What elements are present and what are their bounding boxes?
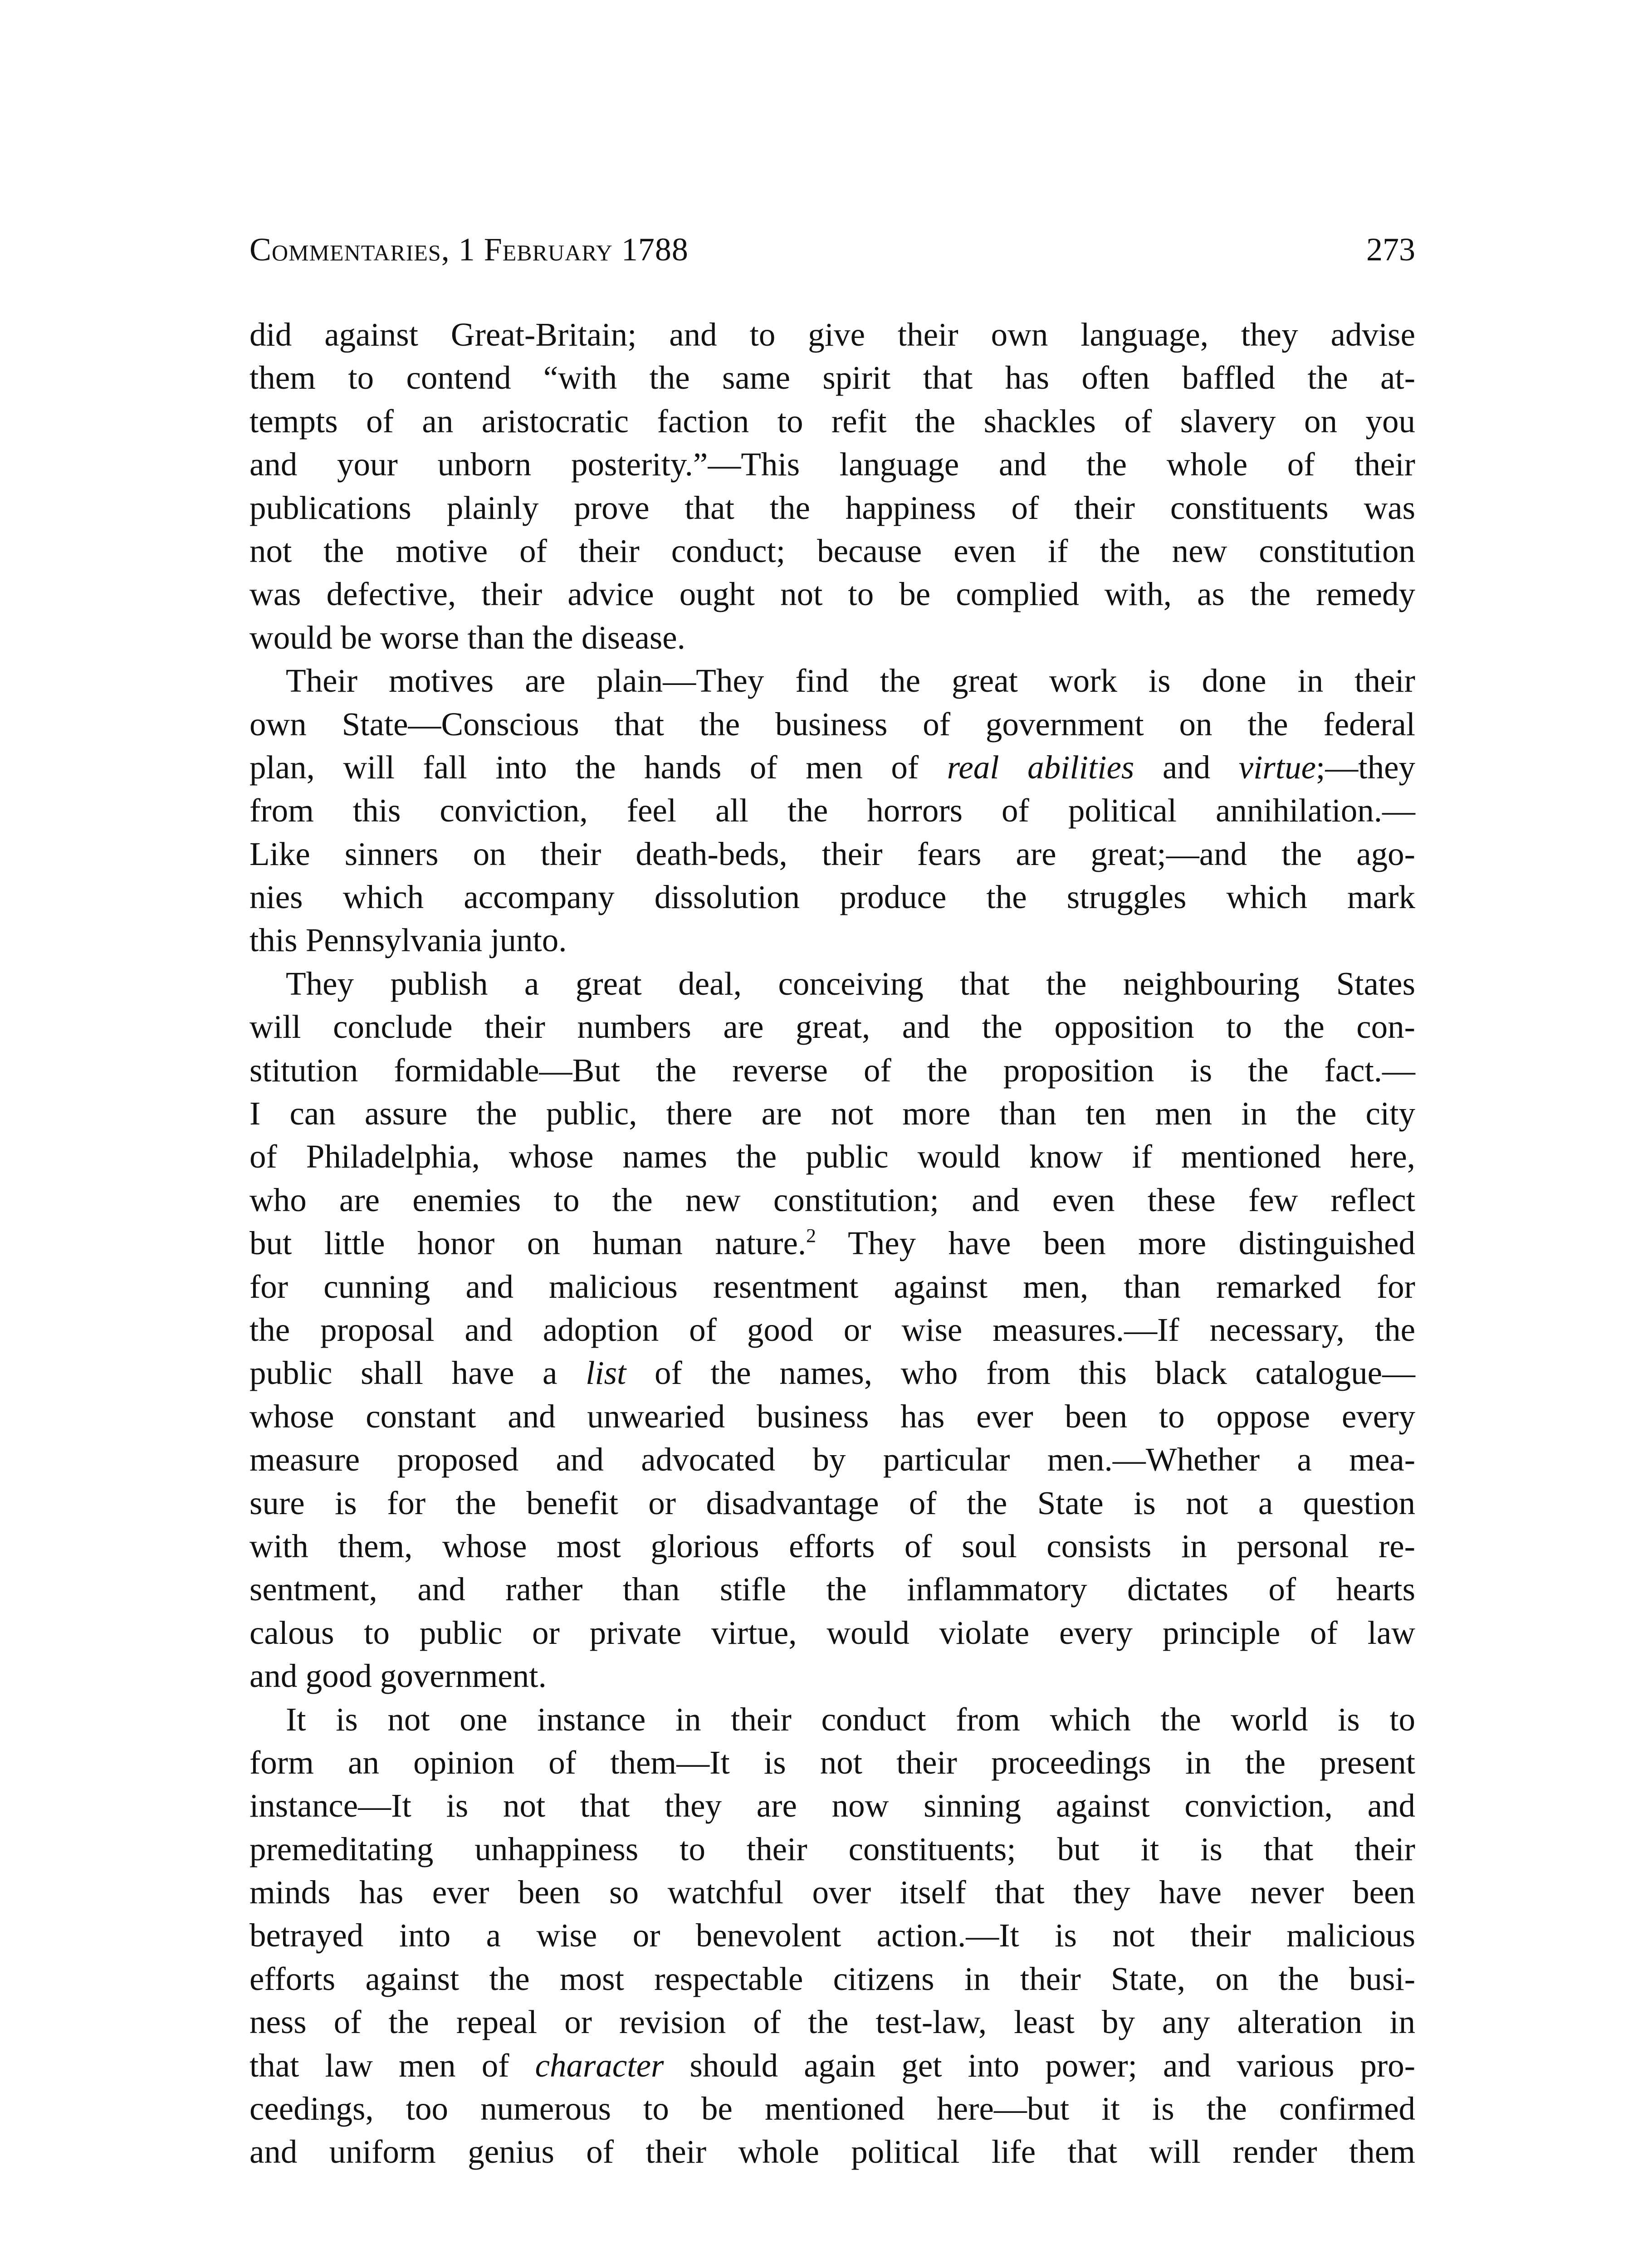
text-line: and good government. bbox=[249, 1657, 547, 1695]
text-line: the proposal and adoption of good or wise measures.—If necessary, the bbox=[249, 1311, 1415, 1348]
text-line bbox=[249, 1351, 1415, 1394]
text-line: would be worse than the disease. bbox=[249, 619, 685, 656]
text-line: own State—Conscious that the business of government on the federal bbox=[249, 705, 1415, 743]
text-line: ness of the repeal or revision of the test-law, least by any alteration in bbox=[249, 2004, 1415, 2041]
text-line: measure proposed and advocated by particular men.—Whether a mea- bbox=[249, 1441, 1415, 1478]
text-line: tempts of an aristocratic faction to refit the shackles of slavery on you bbox=[249, 402, 1415, 440]
footnote-ref: 2 bbox=[806, 1225, 816, 1247]
text-run: but little honor on human nature. bbox=[249, 1225, 807, 1262]
text-run: public shall have a bbox=[249, 1354, 586, 1392]
text-line: did against Great-Britain; and to give their own language, they advise bbox=[249, 316, 1415, 353]
text-line: premeditating unhappiness to their constituents; but it is that their bbox=[249, 1830, 1415, 1867]
text-line: stitution formidable—But the reverse of the proposition is the fact.— bbox=[249, 1051, 1415, 1089]
italic-run: real abilities bbox=[947, 748, 1134, 786]
text-line: will conclude their numbers are great, and the opposition to the con- bbox=[249, 1008, 1415, 1046]
text-line: I can assure the public, there are not more than ten men in the city bbox=[249, 1095, 1415, 1132]
text-line: efforts against the most respectable citizens in their State, on the busi- bbox=[249, 1960, 1415, 1997]
text-line: nies which accompany dissolution produce the struggles which mark bbox=[249, 879, 1415, 916]
text-line: minds has ever been so watchful over itself that they have never been bbox=[249, 1874, 1415, 1911]
text-line: whose constant and unwearied business has ever been to oppose every bbox=[249, 1398, 1415, 1435]
text-line: instance—It is not that they are now sinning against conviction, and bbox=[249, 1787, 1415, 1824]
paragraph-3 bbox=[249, 962, 1415, 1698]
paragraph-4 bbox=[249, 1698, 1415, 2174]
text-run: They have been more distinguished bbox=[816, 1225, 1415, 1262]
running-title: Commentaries, 1 February 1788 bbox=[249, 231, 689, 268]
italic-run: list bbox=[586, 1354, 626, 1392]
paragraph-2 bbox=[249, 659, 1415, 962]
text-line: They publish a great deal, conceiving that the neighbouring States bbox=[286, 965, 1415, 1002]
text-run: that law men of bbox=[249, 2047, 535, 2084]
body-text bbox=[249, 313, 1415, 2174]
text-line: publications plainly prove that the happiness of their constituents was bbox=[249, 489, 1415, 526]
text-line: Like sinners on their death-beds, their fears are great;—and the ago- bbox=[249, 835, 1415, 872]
paragraph-1 bbox=[249, 313, 1415, 659]
text-line bbox=[249, 2044, 1415, 2087]
text-line: for cunning and malicious resentment against men, than remarked for bbox=[249, 1268, 1415, 1305]
text-line: who are enemies to the new constitution; and even these few reflect bbox=[249, 1181, 1415, 1218]
text-line: not the motive of their conduct; because even if the new constitution bbox=[249, 532, 1415, 569]
text-line: was defective, their advice ought not to be complied with, as the remedy bbox=[249, 576, 1415, 613]
text-line: calous to public or private virtue, would violate every principle of law bbox=[249, 1614, 1415, 1651]
running-head bbox=[249, 227, 1415, 272]
text-line: from this conviction, feel all the horrors of political annihilation.— bbox=[249, 792, 1415, 829]
text-run: should again get into power; and various pro- bbox=[664, 2047, 1416, 2084]
text-line: Their motives are plain—They find the great work is done in their bbox=[286, 662, 1415, 699]
italic-run: character bbox=[535, 2047, 664, 2084]
text-run: ;—they bbox=[1316, 748, 1415, 786]
text-line: betrayed into a wise or benevolent action.—It is not their malicious bbox=[249, 1917, 1415, 1954]
text-line: and your unborn posterity.”—This language and the whole of their bbox=[249, 446, 1415, 483]
text-line: It is not one instance in their conduct from which the world is to bbox=[286, 1701, 1415, 1738]
text-line: this Pennsylvania junto. bbox=[249, 922, 567, 959]
text-line: them to contend “with the same spirit that has often baffled the at- bbox=[249, 359, 1415, 396]
text-run: plan, will fall into the hands of men of bbox=[249, 748, 947, 786]
text-run: and bbox=[1134, 748, 1239, 786]
text-line bbox=[249, 1222, 1415, 1265]
text-line: with them, whose most glorious efforts of soul consists in personal re- bbox=[249, 1527, 1415, 1564]
page-number: 273 bbox=[1366, 231, 1415, 268]
italic-run: virtue bbox=[1238, 748, 1316, 786]
text-line: form an opinion of them—It is not their proceedings in the present bbox=[249, 1744, 1415, 1781]
text-line bbox=[249, 746, 1415, 789]
text-line: sentment, and rather than stifle the inflammatory dictates of hearts bbox=[249, 1571, 1415, 1608]
text-line: and uniform genius of their whole political life that will render them bbox=[249, 2133, 1415, 2170]
text-line: sure is for the benefit or disadvantage of the State is not a question bbox=[249, 1484, 1415, 1521]
text-line: of Philadelphia, whose names the public would know if mentioned here, bbox=[249, 1138, 1415, 1175]
text-line: ceedings, too numerous to be mentioned here—but it is the confirmed bbox=[249, 2090, 1415, 2127]
text-run: of the names, who from this black catalogue— bbox=[626, 1354, 1415, 1392]
